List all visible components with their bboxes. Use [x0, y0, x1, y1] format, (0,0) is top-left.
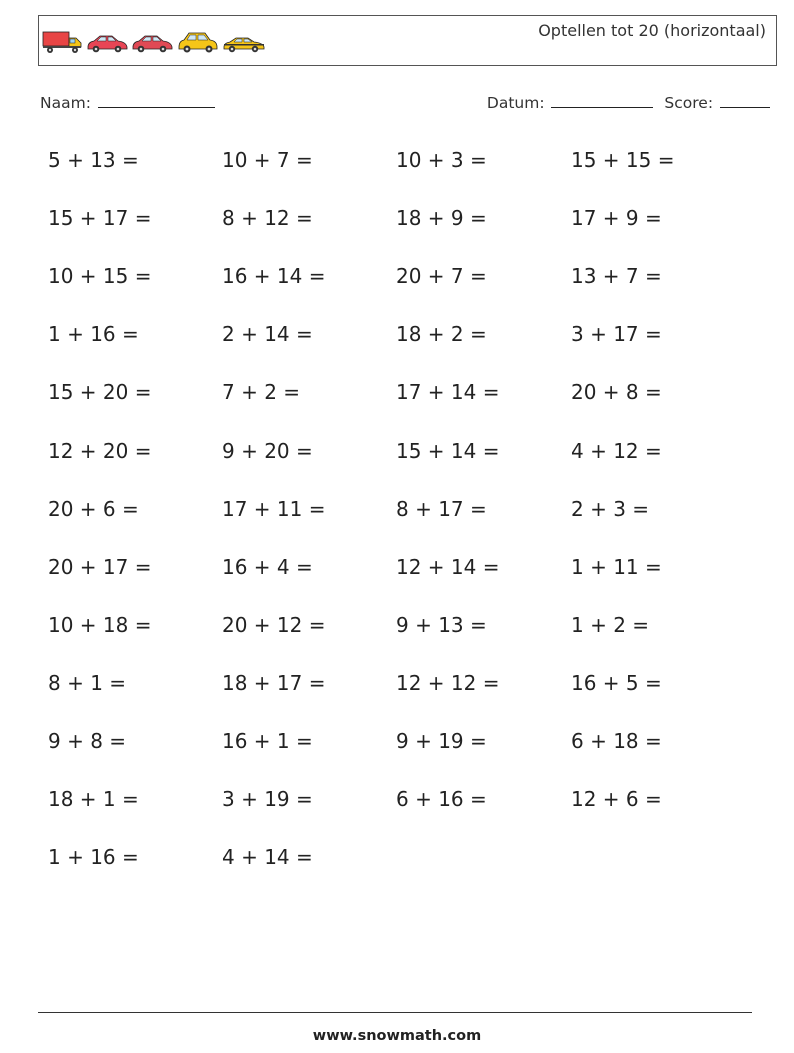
problem-item: 12 + 12 = [396, 671, 500, 695]
problem-item: 17 + 11 = [222, 497, 326, 521]
problem-item: 9 + 20 = [222, 439, 313, 463]
problem-item: 12 + 14 = [396, 555, 500, 579]
problem-item: 20 + 8 = [571, 380, 662, 404]
problem-item: 20 + 7 = [396, 264, 487, 288]
problem-item: 20 + 6 = [48, 497, 139, 521]
problem-item: 8 + 17 = [396, 497, 487, 521]
taxi-icon [224, 38, 264, 52]
problem-item: 10 + 18 = [48, 613, 152, 637]
problem-item: 1 + 2 = [571, 613, 650, 637]
problem-item: 5 + 13 = [48, 148, 139, 172]
problem-item: 9 + 13 = [396, 613, 487, 637]
score-label: Score: [664, 94, 714, 112]
problem-item: 15 + 20 = [48, 380, 152, 404]
problem-item: 20 + 17 = [48, 555, 152, 579]
problem-item: 1 + 16 = [48, 322, 139, 346]
name-blank[interactable] [98, 93, 215, 108]
problem-item: 4 + 14 = [222, 845, 313, 869]
problem-item: 9 + 8 = [48, 729, 127, 753]
red-car-icon [133, 36, 172, 52]
problem-item: 12 + 6 = [571, 787, 662, 811]
problem-item: 1 + 11 = [571, 555, 662, 579]
date-score-fields [487, 93, 770, 112]
problem-item: 4 + 12 = [571, 439, 662, 463]
problem-item: 15 + 15 = [571, 148, 675, 172]
problem-item: 10 + 15 = [48, 264, 152, 288]
problem-item: 18 + 1 = [48, 787, 139, 811]
problem-item: 8 + 1 = [48, 671, 127, 695]
worksheet-header [38, 15, 777, 66]
problem-item: 6 + 18 = [571, 729, 662, 753]
problem-item: 8 + 12 = [222, 206, 313, 230]
problem-item: 6 + 16 = [396, 787, 487, 811]
name-label: Naam: [40, 94, 91, 112]
worksheet-title: Optellen tot 20 (horizontaal) [538, 21, 766, 40]
problem-item: 2 + 3 = [571, 497, 650, 521]
footer-url: www.snowmath.com [312, 1028, 482, 1044]
problem-item: 12 + 20 = [48, 439, 152, 463]
problem-item: 2 + 14 = [222, 322, 313, 346]
problem-item: 16 + 4 = [222, 555, 313, 579]
problem-item: 1 + 16 = [48, 845, 139, 869]
problem-item: 9 + 19 = [396, 729, 487, 753]
problem-item: 17 + 14 = [396, 380, 500, 404]
yellow-car-icon [179, 33, 217, 53]
problem-item: 3 + 19 = [222, 787, 313, 811]
problem-item: 16 + 5 = [571, 671, 662, 695]
problem-item: 18 + 17 = [222, 671, 326, 695]
problem-item: 15 + 14 = [396, 439, 500, 463]
truck-icon [43, 32, 81, 53]
problem-item: 15 + 17 = [48, 206, 152, 230]
vehicles-illustration [42, 30, 282, 54]
problem-item: 7 + 2 = [222, 380, 301, 404]
date-blank[interactable] [551, 93, 653, 108]
problem-item: 18 + 9 = [396, 206, 487, 230]
problem-item: 18 + 2 = [396, 322, 487, 346]
problem-item: 17 + 9 = [571, 206, 662, 230]
problem-item: 16 + 14 = [222, 264, 326, 288]
problem-item: 20 + 12 = [222, 613, 326, 637]
name-field [40, 93, 215, 112]
problem-item: 10 + 3 = [396, 148, 487, 172]
date-label: Datum: [486, 94, 545, 112]
red-car-icon [88, 36, 127, 52]
problem-item: 16 + 1 = [222, 729, 313, 753]
problem-item: 10 + 7 = [222, 148, 313, 172]
problem-item: 13 + 7 = [571, 264, 662, 288]
footer-divider [38, 1012, 752, 1013]
problem-item: 3 + 17 = [571, 322, 662, 346]
score-blank[interactable] [720, 93, 770, 108]
